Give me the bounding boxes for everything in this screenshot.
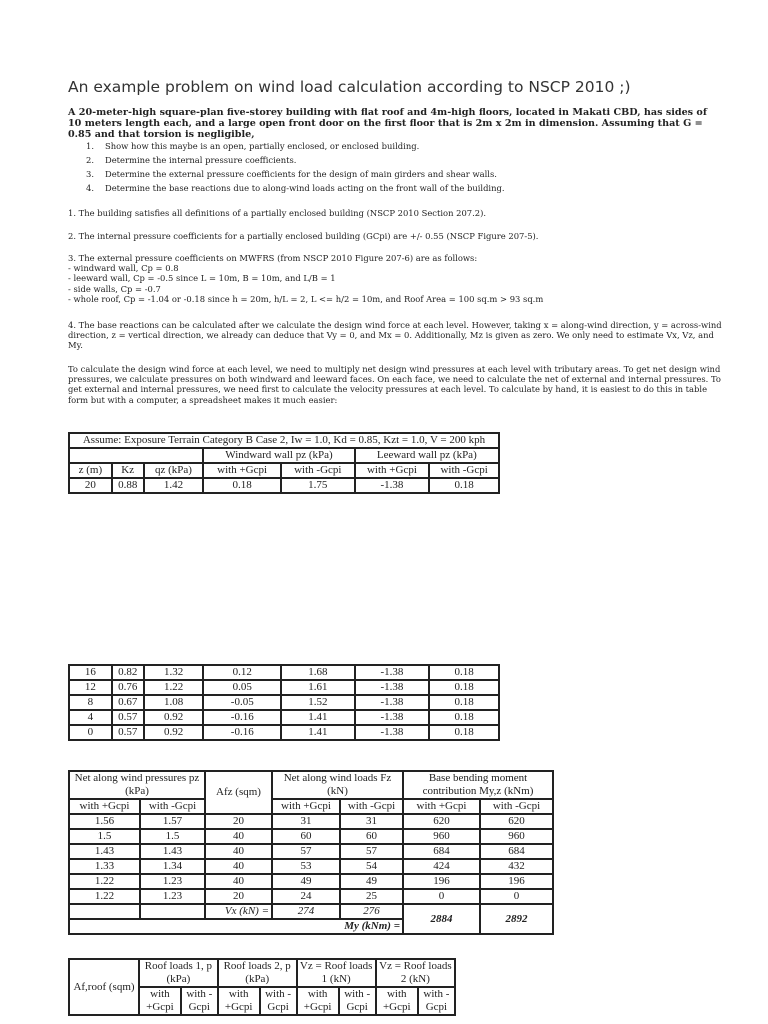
table-cell: 1.61 — [281, 680, 355, 695]
table-cell — [140, 904, 205, 919]
my-label: My (kNm) = — [69, 919, 403, 934]
table-cell: -1.38 — [355, 680, 430, 695]
table-cell: 0.92 — [144, 725, 204, 740]
table-cell: 57 — [340, 844, 403, 859]
column-header: with -Gcpi — [480, 799, 553, 814]
table-cell: -1.38 — [355, 478, 430, 493]
task-number: 4. — [86, 183, 94, 193]
table-cell: 1.75 — [281, 478, 355, 493]
column-header: with +Gcpi — [403, 799, 480, 814]
table-cell: 20 — [205, 889, 272, 904]
table-cell: 0.18 — [429, 665, 499, 680]
table-cell: 0.18 — [429, 680, 499, 695]
column-header: with -Gcpi — [281, 463, 355, 478]
table-cell: 196 — [403, 874, 480, 889]
table-cell: 40 — [205, 829, 272, 844]
table-cell: 8 — [69, 695, 112, 710]
column-header: with +Gcpi — [69, 799, 140, 814]
table-cell: 1.22 — [69, 889, 140, 904]
table-cell: 620 — [480, 814, 553, 829]
table-row — [69, 859, 553, 874]
table-cell: 20 — [205, 814, 272, 829]
table-cell: 60 — [272, 829, 340, 844]
task-number: 1. — [86, 141, 94, 151]
velocity-pressure-table-continued — [68, 664, 500, 741]
table-cell: 40 — [205, 844, 272, 859]
column-header: with +Gcpi — [139, 987, 181, 1015]
table-cell: 60 — [340, 829, 403, 844]
answer-2: 2. The internal pressure coefficients for a partially enclosed building (GCpi) are +/- 0.55 (NSCP Figure 207-5). — [68, 231, 539, 241]
table-cell: 16 — [69, 665, 112, 680]
table-cell: 1.42 — [144, 478, 204, 493]
table-cell: -1.38 — [355, 725, 430, 740]
answer-3 — [68, 253, 723, 304]
table-cell: 960 — [403, 829, 480, 844]
table-cell: 0.57 — [112, 710, 144, 725]
table-cell: 1.41 — [281, 725, 355, 740]
table-cell: 0.57 — [112, 725, 144, 740]
table-cell: 0.88 — [112, 478, 144, 493]
table-cell: 0.18 — [429, 695, 499, 710]
problem-statement: A 20-meter-high square-plan five-storey building with flat roof and 4m-high floors, located in Makati CBD, has sides of 10 meters length each, and a large open front door on the first floor that is 2m x 2m in dimension. Assuming that G = 0.85 and that torsion is negligible, — [68, 107, 707, 140]
table-cell: 0.05 — [203, 680, 281, 695]
table-cell: 40 — [205, 859, 272, 874]
table-cell: 53 — [272, 859, 340, 874]
table-cell: 0.18 — [429, 725, 499, 740]
roof-loads-table — [68, 958, 456, 1016]
table-cell: 1.34 — [140, 859, 205, 874]
table-row — [69, 710, 499, 725]
table-row — [69, 814, 553, 829]
column-header: with -Gcpi — [418, 987, 455, 1015]
table-cell: 1.41 — [281, 710, 355, 725]
table-cell: 0.76 — [112, 680, 144, 695]
table-cell: -1.38 — [355, 695, 430, 710]
my-value: 2892 — [480, 904, 553, 934]
table-cell: 0.12 — [203, 665, 281, 680]
column-header: with -Gcpi — [181, 987, 218, 1015]
table-cell: 49 — [272, 874, 340, 889]
page-title: An example problem on wind load calculation according to NSCP 2010 ;) — [68, 78, 631, 96]
table-cell: 0.92 — [144, 710, 204, 725]
column-header: with +Gcpi — [272, 799, 340, 814]
table-cell: 40 — [205, 874, 272, 889]
table-cell: 0.82 — [112, 665, 144, 680]
table-row — [69, 874, 553, 889]
table-row — [69, 478, 499, 493]
table-caption: Assume: Exposure Terrain Category B Case 2, Iw = 1.0, Kd = 0.85, Kzt = 1.0, V = 200 kph — [69, 433, 499, 448]
table-cell: -1.38 — [355, 710, 430, 725]
table-header-row — [69, 771, 553, 799]
table-cell: 684 — [403, 844, 480, 859]
table-cell: 1.22 — [69, 874, 140, 889]
table-row — [69, 695, 499, 710]
table-header-blank — [69, 448, 203, 463]
table-cell: 25 — [340, 889, 403, 904]
answer-4: 4. The base reactions can be calculated after we calculate the design wind force at each level. However, taking x = along-wind direction, y = across-wind direction, z = vertical direction, we already can deduce that Vy = 0, and Mx = 0. Additionally, Mz is given as zero. We only need to estimate Vx, Vz, and My. — [68, 320, 722, 351]
answer-3-line: - whole roof, Cp = -1.04 or -0.18 since h = 20m, h/L = 2, L <= h/2 = 10m, and Roof Area = 100 sq.m > 93 sq.m — [68, 293, 544, 304]
column-header: with +Gcpi — [297, 987, 339, 1015]
column-header: z (m) — [69, 463, 112, 478]
table-cell: 20 — [69, 478, 112, 493]
answer-5: To calculate the design wind force at each level, we need to multiply net design wind pressures at each level with tributary areas. To get net design wind pressures, we calculate pressures on both windward and leeward faces. On each face, we need to calculate the net of external and internal pressures. To get external and internal pressures, we need first to calculate the velocity pressures at each level. To calculate by hand, it is easiest to do this in table form but with a computer, a spreadsheet makes it much easier: — [68, 364, 721, 405]
table-cell: -0.05 — [203, 695, 281, 710]
table-cell: 31 — [340, 814, 403, 829]
table-cell: 1.52 — [281, 695, 355, 710]
table-cell: 424 — [403, 859, 480, 874]
answer-3-line: - windward wall, Cp = 0.8 — [68, 263, 179, 274]
table-cell: 1.43 — [140, 844, 205, 859]
table-cell: -0.16 — [203, 725, 281, 740]
column-header: with -Gcpi — [339, 987, 376, 1015]
table-cell: 432 — [480, 859, 553, 874]
vx-label: Vx (kN) = — [205, 904, 272, 919]
column-header: with +Gcpi — [376, 987, 418, 1015]
net-pressures-header: Net along wind pressures pz (kPa) — [69, 771, 205, 799]
table-cell: 0 — [69, 725, 112, 740]
column-header: qz (kPa) — [144, 463, 204, 478]
roof1-header: Roof loads 1, p (kPa) — [139, 959, 218, 987]
table-header-row — [69, 463, 499, 478]
table-cell: -0.16 — [203, 710, 281, 725]
table-cell: 31 — [272, 814, 340, 829]
task-number: 3. — [86, 169, 94, 179]
answer-3-line: - leeward wall, Cp = -0.5 since L = 10m, B = 10m, and L/B = 1 — [68, 273, 336, 284]
table-cell: 1.43 — [69, 844, 140, 859]
table-cell: 1.57 — [140, 814, 205, 829]
vx-total-row — [69, 904, 553, 919]
vz1-header: Vz = Roof loads 1 (kN) — [297, 959, 376, 987]
table-row — [69, 829, 553, 844]
table-cell: 1.5 — [69, 829, 140, 844]
windward-group-header: Windward wall pz (kPa) — [203, 448, 354, 463]
table-row — [69, 844, 553, 859]
column-header: Kz — [112, 463, 144, 478]
afroof-header: Af,roof (sqm) — [69, 959, 139, 1015]
table-cell: 1.23 — [140, 889, 205, 904]
table-cell: 960 — [480, 829, 553, 844]
answer-3-line: - side walls, Cp = -0.7 — [68, 283, 161, 294]
answer-3-line: 3. The external pressure coefficients on MWFRS (from NSCP 2010 Figure 207-6) are as follows: — [68, 253, 478, 263]
table-cell: 620 — [403, 814, 480, 829]
task-item — [86, 139, 686, 153]
column-header: with -Gcpi — [260, 987, 297, 1015]
table-cell: 196 — [480, 874, 553, 889]
table-cell: 0 — [480, 889, 553, 904]
velocity-pressure-table — [68, 432, 500, 494]
table-cell: 0.18 — [203, 478, 281, 493]
table-cell: 24 — [272, 889, 340, 904]
task-item — [86, 181, 686, 195]
table-cell: 4 — [69, 710, 112, 725]
column-header: with -Gcpi — [340, 799, 403, 814]
vx-value: 276 — [340, 904, 403, 919]
net-loads-header: Net along wind loads Fz (kN) — [272, 771, 403, 799]
table-cell: 1.32 — [144, 665, 204, 680]
table-cell: 684 — [480, 844, 553, 859]
table-cell: 54 — [340, 859, 403, 874]
table-cell: 0 — [403, 889, 480, 904]
afz-header: Afz (sqm) — [205, 771, 272, 814]
table-cell: -1.38 — [355, 665, 430, 680]
vx-value: 274 — [272, 904, 340, 919]
table-cell — [69, 904, 140, 919]
table-cell: 1.22 — [144, 680, 204, 695]
task-text: Determine the internal pressure coefficients. — [105, 155, 297, 165]
table-row — [69, 680, 499, 695]
table-cell: 0.18 — [429, 710, 499, 725]
task-text: Determine the external pressure coefficients for the design of main girders and shear walls. — [105, 169, 497, 179]
table-row — [69, 665, 499, 680]
table-cell: 0.67 — [112, 695, 144, 710]
answer-1: 1. The building satisfies all definitions of a partially enclosed building (NSCP 2010 Section 207.2). — [68, 208, 487, 218]
table-cell: 0.18 — [429, 478, 499, 493]
column-header: with +Gcpi — [355, 463, 430, 478]
table-cell: 1.23 — [140, 874, 205, 889]
column-header: with -Gcpi — [429, 463, 499, 478]
roof2-header: Roof loads 2, p (kPa) — [218, 959, 297, 987]
task-item — [86, 153, 686, 167]
task-number: 2. — [86, 155, 94, 165]
table-cell: 49 — [340, 874, 403, 889]
table-row — [69, 889, 553, 904]
table-cell: 1.68 — [281, 665, 355, 680]
net-loads-table — [68, 770, 554, 935]
table-cell: 1.08 — [144, 695, 204, 710]
moment-header: Base bending moment contribution My,z (kNm) — [403, 771, 553, 799]
table-header-row — [69, 959, 455, 987]
table-cell: 1.33 — [69, 859, 140, 874]
task-text: Determine the base reactions due to along-wind loads acting on the front wall of the building. — [105, 183, 505, 193]
column-header: with +Gcpi — [218, 987, 260, 1015]
table-cell: 1.56 — [69, 814, 140, 829]
column-header: with -Gcpi — [140, 799, 205, 814]
table-cell: 57 — [272, 844, 340, 859]
table-header-row — [69, 799, 553, 814]
task-item — [86, 167, 686, 181]
task-list — [86, 139, 686, 195]
column-header: with +Gcpi — [203, 463, 281, 478]
my-value: 2884 — [403, 904, 480, 934]
table-row — [69, 725, 499, 740]
vz2-header: Vz = Roof loads 2 (kN) — [376, 959, 455, 987]
table-cell: 1.5 — [140, 829, 205, 844]
leeward-group-header: Leeward wall pz (kPa) — [355, 448, 499, 463]
task-text: Show how this maybe is an open, partially enclosed, or enclosed building. — [105, 141, 420, 151]
table-cell: 12 — [69, 680, 112, 695]
